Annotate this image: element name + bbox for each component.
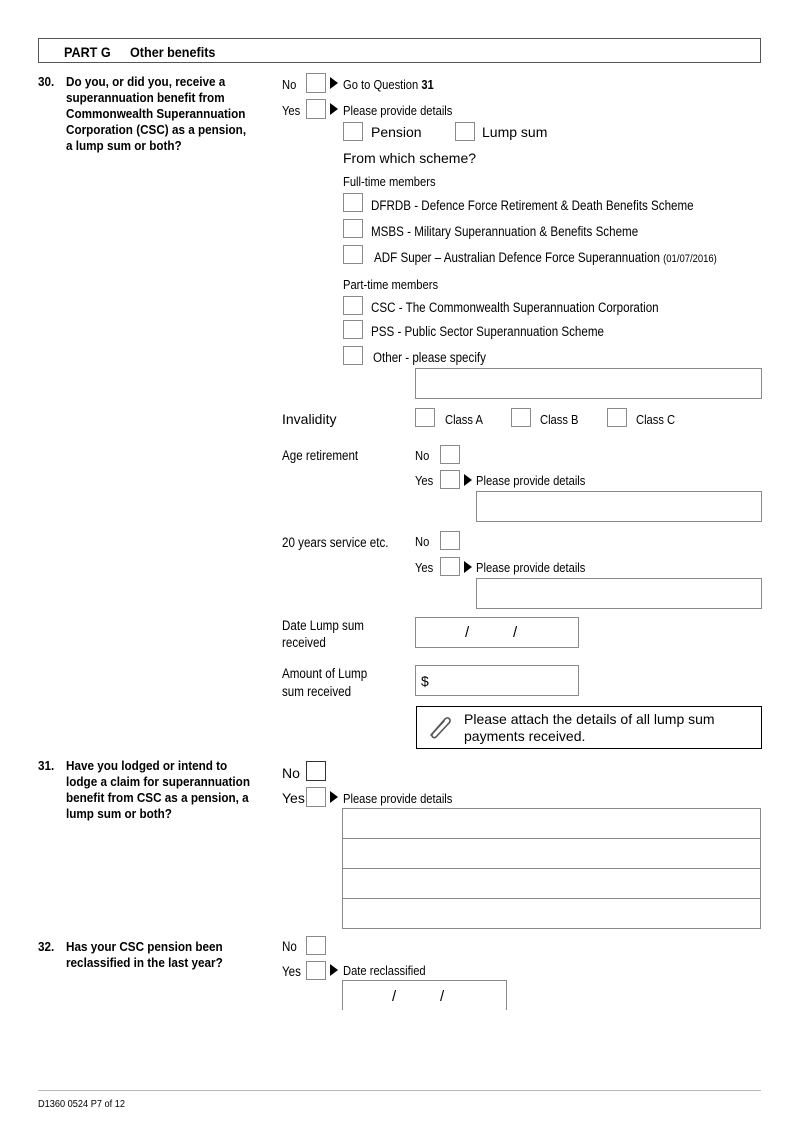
footer-code: D1360 0524 P7 of 12 (38, 1099, 125, 1110)
class-c-label: Class C (636, 412, 676, 427)
which-scheme: From which scheme? (343, 150, 477, 166)
age-details-field[interactable] (476, 491, 762, 522)
pension-label: Pension (371, 124, 422, 140)
part-label: PART G (64, 44, 111, 60)
q30-details: Please provide details (343, 103, 453, 118)
arrow-icon (330, 964, 338, 976)
arrow-icon (330, 791, 338, 803)
pss-checkbox[interactable] (343, 320, 363, 339)
dfrdb-checkbox[interactable] (343, 193, 363, 212)
age-no-label: No (415, 448, 430, 463)
date-lump-field[interactable] (415, 617, 579, 648)
service-label: 20 years service etc. (282, 535, 389, 550)
amount-field[interactable] (415, 665, 579, 696)
q30-line-2: superannuation benefit from (66, 90, 225, 105)
q32-no-checkbox[interactable] (306, 936, 326, 955)
q30-goto: Go to Question 31 (343, 77, 434, 92)
other-specify-field[interactable] (415, 368, 762, 399)
q30-yes-label: Yes (282, 103, 301, 118)
other-label: Other - please specify (373, 350, 486, 365)
service-yes-checkbox[interactable] (440, 557, 460, 576)
q30-line-1: Do you, or did you, receive a (66, 74, 226, 89)
q31-details-line-2[interactable] (342, 838, 761, 869)
age-retirement-label: Age retirement (282, 448, 359, 463)
arrow-icon (330, 103, 338, 115)
other-checkbox[interactable] (343, 346, 363, 365)
dollar-sign: $ (421, 673, 429, 689)
class-c-checkbox[interactable] (607, 408, 627, 427)
arrow-icon (464, 561, 472, 573)
date-slash: / (392, 988, 397, 1005)
q31-details-line-3[interactable] (342, 868, 761, 899)
part-title: Other benefits (130, 44, 216, 60)
parttime-heading: Part-time members (343, 277, 439, 292)
age-yes-label: Yes (415, 473, 434, 488)
date-slash: / (440, 988, 445, 1005)
attach-text-1: Please attach the details of all lump sum (464, 711, 715, 727)
msbs-label: MSBS - Military Superannuation & Benefits Scheme (371, 224, 639, 239)
date-slash: / (513, 624, 518, 641)
class-b-label: Class B (540, 412, 579, 427)
pss-label: PSS - Public Sector Superannuation Scheme (371, 324, 604, 339)
age-details: Please provide details (476, 473, 586, 488)
service-details-field[interactable] (476, 578, 762, 609)
q31-details-line-1[interactable] (342, 808, 761, 839)
q32-yes-label: Yes (282, 964, 301, 979)
q30-line-5: a lump sum or both? (66, 138, 182, 153)
footer-rule (38, 1090, 761, 1091)
q30-yes-checkbox[interactable] (306, 99, 326, 119)
q31-number: 31. (38, 758, 55, 773)
class-a-checkbox[interactable] (415, 408, 435, 427)
csc-checkbox[interactable] (343, 296, 363, 315)
q32-number: 32. (38, 939, 55, 954)
q32-line-2: reclassified in the last year? (66, 955, 223, 970)
q32-line-1: Has your CSC pension been (66, 939, 223, 954)
lump-sum-label: Lump sum (482, 124, 548, 140)
service-no-label: No (415, 534, 430, 549)
q31-yes-label: Yes (282, 790, 305, 806)
q31-details: Please provide details (343, 791, 453, 806)
service-no-checkbox[interactable] (440, 531, 460, 550)
q30-line-4: Corporation (CSC) as a pension, (66, 122, 247, 137)
q31-line-1: Have you lodged or intend to (66, 758, 228, 773)
date-slash: / (465, 624, 470, 641)
q30-no-checkbox[interactable] (306, 73, 326, 93)
q31-no-label: No (282, 765, 300, 781)
q32-yes-checkbox[interactable] (306, 961, 326, 980)
q32-date-field[interactable] (342, 980, 507, 1010)
age-no-checkbox[interactable] (440, 445, 460, 464)
q31-line-2: lodge a claim for superannuation (66, 774, 250, 789)
age-yes-checkbox[interactable] (440, 470, 460, 489)
adf-checkbox[interactable] (343, 245, 363, 264)
arrow-icon (330, 77, 338, 89)
class-a-label: Class A (445, 412, 483, 427)
q30-line-3: Commonwealth Superannuation (66, 106, 246, 121)
q30-number: 30. (38, 74, 55, 89)
q31-no-checkbox[interactable] (306, 761, 326, 781)
attach-text-2: payments received. (464, 728, 586, 744)
invalidity-label: Invalidity (282, 411, 337, 427)
csc-label: CSC - The Commonwealth Superannuation Corporation (371, 300, 659, 315)
pension-checkbox[interactable] (343, 122, 363, 141)
dfrdb-label: DFRDB - Defence Force Retirement & Death Benefits Scheme (371, 198, 694, 213)
fulltime-heading: Full-time members (343, 174, 436, 189)
paperclip-icon (424, 711, 454, 741)
amount-label-2: sum received (282, 684, 352, 699)
lump-sum-checkbox[interactable] (455, 122, 475, 141)
amount-label-1: Amount of Lump (282, 666, 368, 681)
date-lump-label-1: Date Lump sum (282, 618, 364, 633)
q31-line-4: lump sum or both? (66, 806, 172, 821)
q32-no-label: No (282, 939, 297, 954)
date-lump-label-2: received (282, 635, 326, 650)
q30-no-label: No (282, 77, 297, 92)
service-details: Please provide details (476, 560, 586, 575)
arrow-icon (464, 474, 472, 486)
adf-label: ADF Super – Australian Defence Force Superannuation (01/07/2016) (374, 250, 717, 265)
msbs-checkbox[interactable] (343, 219, 363, 238)
q31-line-3: benefit from CSC as a pension, a (66, 790, 249, 805)
q32-date-label: Date reclassified (343, 963, 426, 978)
q31-yes-checkbox[interactable] (306, 787, 326, 807)
q31-details-line-4[interactable] (342, 898, 761, 929)
class-b-checkbox[interactable] (511, 408, 531, 427)
service-yes-label: Yes (415, 560, 434, 575)
